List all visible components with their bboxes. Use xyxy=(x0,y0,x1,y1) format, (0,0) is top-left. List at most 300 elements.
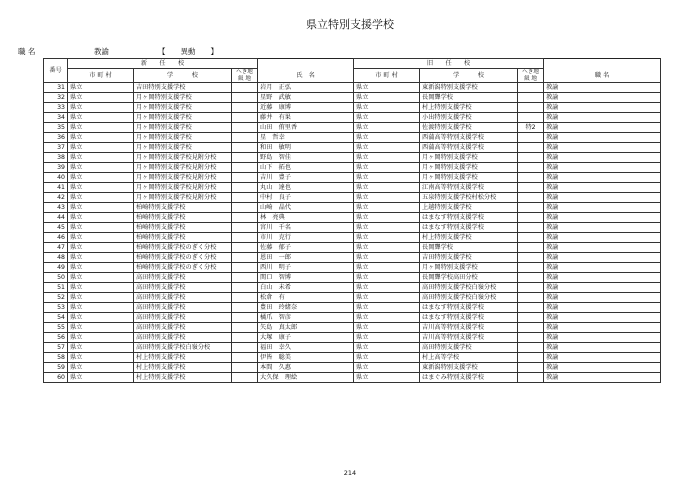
teacher-name-cell: 和田 敏明 xyxy=(258,143,354,153)
old-municipality-cell: 県立 xyxy=(354,103,420,113)
new-school-cell: 柏崎特別支援学校のぎく分校 xyxy=(134,263,232,273)
new-municipality-cell: 県立 xyxy=(68,263,134,273)
new-municipality-cell: 県立 xyxy=(68,123,134,133)
old-remote-grade-cell xyxy=(518,273,544,283)
row-number-cell: 47 xyxy=(44,243,68,253)
table-row xyxy=(44,113,661,123)
old-remote-grade-cell xyxy=(518,243,544,253)
table-row xyxy=(44,273,661,283)
new-municipality-cell: 県立 xyxy=(68,353,134,363)
new-municipality-cell: 県立 xyxy=(68,363,134,373)
position-cell: 教諭 xyxy=(544,173,661,183)
teacher-name-cell: 恩田 一郎 xyxy=(258,253,354,263)
position-cell: 教諭 xyxy=(544,303,661,313)
new-school-cell: 柏崎特別支援学校 xyxy=(134,233,232,243)
table-row xyxy=(44,263,661,273)
row-number-cell: 44 xyxy=(44,213,68,223)
teacher-name-cell: 福田 幸久 xyxy=(258,343,354,353)
teacher-name-cell: 矢島 真太郎 xyxy=(258,323,354,333)
position-cell: 教諭 xyxy=(544,123,661,133)
position-cell: 教諭 xyxy=(544,293,661,303)
old-remote-grade-cell xyxy=(518,353,544,363)
new-remote-grade-cell xyxy=(232,243,258,253)
old-municipality-cell: 県立 xyxy=(354,183,420,193)
old-municipality-cell: 県立 xyxy=(354,283,420,293)
new-school-cell: 月ヶ岡特別支援学校 xyxy=(134,93,232,103)
new-school-cell: 高田特別支援学校白嶺分校 xyxy=(134,343,232,353)
old-municipality-cell: 県立 xyxy=(354,253,420,263)
row-number-cell: 58 xyxy=(44,353,68,363)
header-position-spacer xyxy=(544,59,661,69)
new-remote-grade-cell xyxy=(232,123,258,133)
position-cell: 教諭 xyxy=(544,323,661,333)
new-municipality-cell: 県立 xyxy=(68,283,134,293)
old-school-cell: 長岡聾学校高田分校 xyxy=(420,273,518,283)
table-row xyxy=(44,223,661,233)
position-cell: 教諭 xyxy=(544,143,661,153)
header-name-spacer xyxy=(258,59,354,69)
new-remote-grade-cell xyxy=(232,93,258,103)
new-school-cell: 月ヶ岡特別支援学校見附分校 xyxy=(134,153,232,163)
old-remote-grade-cell: 特2 xyxy=(518,123,544,133)
new-remote-grade-cell xyxy=(232,183,258,193)
old-municipality-cell: 県立 xyxy=(354,233,420,243)
new-school-cell: 月ヶ岡特別支援学校 xyxy=(134,123,232,133)
old-municipality-cell: 県立 xyxy=(354,293,420,303)
old-school-cell: 村上特別支援学校 xyxy=(420,233,518,243)
table-row xyxy=(44,233,661,243)
new-municipality-cell: 県立 xyxy=(68,193,134,203)
teacher-name-cell: 豊田 玲緒奈 xyxy=(258,303,354,313)
old-municipality-cell: 県立 xyxy=(354,373,420,383)
row-number-cell: 52 xyxy=(44,293,68,303)
old-municipality-cell: 県立 xyxy=(354,193,420,203)
old-school-cell: 佐渡特別支援学校 xyxy=(420,123,518,133)
row-number-cell: 48 xyxy=(44,253,68,263)
position-cell: 教諭 xyxy=(544,133,661,143)
row-number-cell: 50 xyxy=(44,273,68,283)
teacher-name-cell: 中村 良子 xyxy=(258,193,354,203)
table-row xyxy=(44,103,661,113)
teacher-name-cell: 白山 未希 xyxy=(258,283,354,293)
teacher-name-cell: 山崎 晶代 xyxy=(258,203,354,213)
old-municipality-cell: 県立 xyxy=(354,93,420,103)
old-municipality-cell: 県立 xyxy=(354,273,420,283)
new-school-cell: 月ヶ岡特別支援学校 xyxy=(134,143,232,153)
row-number-cell: 59 xyxy=(44,363,68,373)
old-remote-grade-cell xyxy=(518,293,544,303)
new-municipality-cell: 県立 xyxy=(68,343,134,353)
new-municipality-cell: 県立 xyxy=(68,333,134,343)
table-row xyxy=(44,123,661,133)
position-cell: 教諭 xyxy=(544,253,661,263)
table-row xyxy=(44,143,661,153)
old-remote-grade-cell xyxy=(518,93,544,103)
new-remote-grade-cell xyxy=(232,253,258,263)
table-row xyxy=(44,373,661,383)
table-row xyxy=(44,353,661,363)
table-row xyxy=(44,333,661,343)
new-municipality-cell: 県立 xyxy=(68,373,134,383)
old-remote-grade-cell xyxy=(518,183,544,193)
old-remote-grade-cell xyxy=(518,263,544,273)
table-row xyxy=(44,283,661,293)
old-remote-grade-cell xyxy=(518,233,544,243)
new-school-cell: 高田特別支援学校 xyxy=(134,313,232,323)
new-remote-grade-cell xyxy=(232,103,258,113)
new-remote-grade-cell xyxy=(232,143,258,153)
position-cell: 教諭 xyxy=(544,333,661,343)
position-cell: 教諭 xyxy=(544,203,661,213)
old-remote-grade-cell xyxy=(518,113,544,123)
new-remote-grade-cell xyxy=(232,223,258,233)
row-number-cell: 41 xyxy=(44,183,68,193)
new-municipality-cell: 県立 xyxy=(68,183,134,193)
new-remote-grade-cell xyxy=(232,353,258,363)
old-school-cell: 東新潟特別支援学校 xyxy=(420,83,518,93)
new-municipality-cell: 県立 xyxy=(68,253,134,263)
old-school-cell: 長岡聾学校 xyxy=(420,93,518,103)
position-cell: 教諭 xyxy=(544,353,661,363)
teacher-name-cell: 関口 智博 xyxy=(258,273,354,283)
old-school-cell: 高田特別支援学校白嶺分校 xyxy=(420,283,518,293)
old-remote-grade-cell xyxy=(518,323,544,333)
page-number: 214 xyxy=(343,469,357,477)
row-number-cell: 34 xyxy=(44,113,68,123)
position-cell: 教諭 xyxy=(544,183,661,193)
row-number-cell: 40 xyxy=(44,173,68,183)
new-school-cell: 高田特別支援学校 xyxy=(134,303,232,313)
new-school-cell: 月ヶ岡特別支援学校 xyxy=(134,133,232,143)
old-municipality-cell: 県立 xyxy=(354,163,420,173)
old-school-cell: 月ヶ岡特別支援学校 xyxy=(420,153,518,163)
new-municipality-cell: 県立 xyxy=(68,303,134,313)
teacher-name-cell: 大久保 理絵 xyxy=(258,373,354,383)
teacher-name-cell: 山田 侑里香 xyxy=(258,123,354,133)
old-remote-grade-cell xyxy=(518,343,544,353)
position-cell: 教諭 xyxy=(544,313,661,323)
new-remote-grade-cell xyxy=(232,273,258,283)
old-remote-grade-cell xyxy=(518,333,544,343)
new-remote-grade-cell xyxy=(232,363,258,373)
position-cell: 教諭 xyxy=(544,233,661,243)
teacher-name-cell: 星野 武敏 xyxy=(258,93,354,103)
old-school-cell: 村上高等学校 xyxy=(420,353,518,363)
row-number-cell: 53 xyxy=(44,303,68,313)
new-school-cell: 月ヶ岡特別支援学校見附分校 xyxy=(134,183,232,193)
new-school-cell: 月ヶ岡特別支援学校見附分校 xyxy=(134,173,232,183)
old-municipality-cell: 県立 xyxy=(354,143,420,153)
teacher-name-cell: 近藤 康博 xyxy=(258,103,354,113)
header-old-remote: へき地級 地 xyxy=(518,69,544,83)
new-municipality-cell: 県立 xyxy=(68,313,134,323)
position-cell: 教諭 xyxy=(544,263,661,273)
old-school-cell: 小出特別支援学校 xyxy=(420,113,518,123)
old-remote-grade-cell xyxy=(518,143,544,153)
header-old-school-group: 旧 任 校 xyxy=(354,59,544,69)
table-row xyxy=(44,133,661,143)
row-number-cell: 36 xyxy=(44,133,68,143)
table-row xyxy=(44,303,661,313)
new-school-cell: 村上特別支援学校 xyxy=(134,373,232,383)
row-number-cell: 35 xyxy=(44,123,68,133)
old-municipality-cell: 県立 xyxy=(354,83,420,93)
old-school-cell: 西蒲高等特別支援学校 xyxy=(420,133,518,143)
old-school-cell: 月ヶ岡特別支援学校 xyxy=(420,173,518,183)
old-remote-grade-cell xyxy=(518,173,544,183)
table-row xyxy=(44,153,661,163)
position-cell: 教諭 xyxy=(544,363,661,373)
old-remote-grade-cell xyxy=(518,193,544,203)
old-municipality-cell: 県立 xyxy=(354,223,420,233)
table-row xyxy=(44,193,661,203)
position-cell: 教諭 xyxy=(544,343,661,353)
old-remote-grade-cell xyxy=(518,163,544,173)
position-cell: 教諭 xyxy=(544,153,661,163)
new-school-cell: 月ヶ岡特別支援学校 xyxy=(134,113,232,123)
position-cell: 教諭 xyxy=(544,113,661,123)
old-school-cell: 吉川高等特別支援学校 xyxy=(420,323,518,333)
old-municipality-cell: 県立 xyxy=(354,343,420,353)
new-remote-grade-cell xyxy=(232,83,258,93)
new-school-cell: 柏崎特別支援学校 xyxy=(134,223,232,233)
new-school-cell: 村上特別支援学校 xyxy=(134,363,232,373)
position-cell: 教諭 xyxy=(544,373,661,383)
new-remote-grade-cell xyxy=(232,233,258,243)
new-municipality-cell: 県立 xyxy=(68,213,134,223)
new-municipality-cell: 県立 xyxy=(68,133,134,143)
old-school-cell: 高田特別支援学校白嶺分校 xyxy=(420,293,518,303)
new-remote-grade-cell xyxy=(232,113,258,123)
table-row xyxy=(44,293,661,303)
row-number-cell: 60 xyxy=(44,373,68,383)
teacher-name-cell: 西川 明子 xyxy=(258,263,354,273)
new-municipality-cell: 県立 xyxy=(68,153,134,163)
new-municipality-cell: 県立 xyxy=(68,323,134,333)
old-remote-grade-cell xyxy=(518,303,544,313)
old-school-cell: 江南高等特別支援学校 xyxy=(420,183,518,193)
new-municipality-cell: 県立 xyxy=(68,93,134,103)
old-school-cell: 月ヶ岡特別支援学校 xyxy=(420,163,518,173)
old-school-cell: 五泉特別支援学校村松分校 xyxy=(420,193,518,203)
new-remote-grade-cell xyxy=(232,343,258,353)
header-position: 職 名 xyxy=(544,69,661,83)
page-title: 県立特別支援学校 xyxy=(306,18,394,31)
table-row xyxy=(44,343,661,353)
old-municipality-cell: 県立 xyxy=(354,323,420,333)
old-remote-grade-cell xyxy=(518,153,544,163)
old-school-cell: 上越特別支援学校 xyxy=(420,203,518,213)
row-number-cell: 51 xyxy=(44,283,68,293)
row-number-cell: 33 xyxy=(44,103,68,113)
teacher-name-cell: 市川 克行 xyxy=(258,233,354,243)
table-row xyxy=(44,163,661,173)
new-municipality-cell: 県立 xyxy=(68,173,134,183)
old-school-cell: 西蒲高等特別支援学校 xyxy=(420,143,518,153)
old-school-cell: 月ヶ岡特別支援学校 xyxy=(420,263,518,273)
position-cell: 教諭 xyxy=(544,83,661,93)
old-municipality-cell: 県立 xyxy=(354,263,420,273)
new-remote-grade-cell xyxy=(232,213,258,223)
teacher-name-cell: 大塚 康子 xyxy=(258,333,354,343)
table-row xyxy=(44,203,661,213)
new-municipality-cell: 県立 xyxy=(68,233,134,243)
new-remote-grade-cell xyxy=(232,373,258,383)
shokumei-label: 職 名 xyxy=(18,47,36,56)
old-municipality-cell: 県立 xyxy=(354,173,420,183)
teacher-name-cell: 佐藤 郁子 xyxy=(258,243,354,253)
teacher-name-cell: 松倉 有 xyxy=(258,293,354,303)
new-school-cell: 高田特別支援学校 xyxy=(134,333,232,343)
old-municipality-cell: 県立 xyxy=(354,353,420,363)
new-remote-grade-cell xyxy=(232,163,258,173)
teacher-name-cell: 本間 久惠 xyxy=(258,363,354,373)
new-school-cell: 柏崎特別支援学校のぎく分校 xyxy=(134,243,232,253)
new-school-cell: 月ヶ岡特別支援学校見附分校 xyxy=(134,193,232,203)
old-remote-grade-cell xyxy=(518,313,544,323)
old-school-cell: 村上特別支援学校 xyxy=(420,103,518,113)
old-school-cell: 吉田特別支援学校 xyxy=(420,253,518,263)
teacher-name-cell: 林 亮典 xyxy=(258,213,354,223)
old-remote-grade-cell xyxy=(518,373,544,383)
new-remote-grade-cell xyxy=(232,263,258,273)
table-row xyxy=(44,93,661,103)
personnel-table xyxy=(43,58,661,383)
row-number-cell: 32 xyxy=(44,93,68,103)
new-remote-grade-cell xyxy=(232,153,258,163)
new-municipality-cell: 県立 xyxy=(68,203,134,213)
old-municipality-cell: 県立 xyxy=(354,153,420,163)
header-name: 氏 名 xyxy=(258,69,354,83)
new-remote-grade-cell xyxy=(232,293,258,303)
position-cell: 教諭 xyxy=(544,93,661,103)
new-municipality-cell: 県立 xyxy=(68,243,134,253)
row-number-cell: 56 xyxy=(44,333,68,343)
new-municipality-cell: 県立 xyxy=(68,113,134,123)
new-remote-grade-cell xyxy=(232,333,258,343)
row-number-cell: 57 xyxy=(44,343,68,353)
row-number-cell: 55 xyxy=(44,323,68,333)
position-cell: 教諭 xyxy=(544,163,661,173)
header-old-school: 学 校 xyxy=(420,69,518,83)
teacher-name-cell: 藤井 有果 xyxy=(258,113,354,123)
row-number-cell: 42 xyxy=(44,193,68,203)
kubun-label: 【 異動 】 xyxy=(158,47,218,56)
row-number-cell: 38 xyxy=(44,153,68,163)
old-municipality-cell: 県立 xyxy=(354,333,420,343)
new-school-cell: 吉田特別支援学校 xyxy=(134,83,232,93)
old-municipality-cell: 県立 xyxy=(354,113,420,123)
row-number-cell: 37 xyxy=(44,143,68,153)
old-remote-grade-cell xyxy=(518,223,544,233)
old-school-cell: はまなす特別支援学校 xyxy=(420,223,518,233)
new-municipality-cell: 県立 xyxy=(68,143,134,153)
table-row xyxy=(44,213,661,223)
new-school-cell: 村上特別支援学校 xyxy=(134,353,232,363)
old-municipality-cell: 県立 xyxy=(354,363,420,373)
position-cell: 教諭 xyxy=(544,103,661,113)
old-municipality-cell: 県立 xyxy=(354,243,420,253)
old-municipality-cell: 県立 xyxy=(354,313,420,323)
new-school-cell: 柏崎特別支援学校 xyxy=(134,213,232,223)
new-school-cell: 高田特別支援学校 xyxy=(134,323,232,333)
row-number-cell: 31 xyxy=(44,83,68,93)
teacher-name-cell: 山下 拓也 xyxy=(258,163,354,173)
old-school-cell: 長岡聾学校 xyxy=(420,243,518,253)
table-row xyxy=(44,83,661,93)
new-remote-grade-cell xyxy=(232,203,258,213)
new-remote-grade-cell xyxy=(232,193,258,203)
table-row xyxy=(44,363,661,373)
teacher-name-cell: 宮川 千名 xyxy=(258,223,354,233)
table-row xyxy=(44,173,661,183)
teacher-name-cell: 野島 智佳 xyxy=(258,153,354,163)
new-school-cell: 高田特別支援学校 xyxy=(134,283,232,293)
old-remote-grade-cell xyxy=(518,103,544,113)
new-remote-grade-cell xyxy=(232,173,258,183)
new-municipality-cell: 県立 xyxy=(68,103,134,113)
position-cell: 教諭 xyxy=(544,213,661,223)
old-remote-grade-cell xyxy=(518,363,544,373)
shokumei-value: 教諭 xyxy=(94,47,109,56)
header-new-remote: へき地級 地 xyxy=(232,69,258,83)
row-number-cell: 49 xyxy=(44,263,68,273)
teacher-name-cell: 星 哲幸 xyxy=(258,133,354,143)
old-remote-grade-cell xyxy=(518,133,544,143)
new-remote-grade-cell xyxy=(232,323,258,333)
header-new-school-group: 新 任 校 xyxy=(68,59,258,69)
new-remote-grade-cell xyxy=(232,303,258,313)
row-number-cell: 39 xyxy=(44,163,68,173)
table-row xyxy=(44,313,661,323)
new-remote-grade-cell xyxy=(232,283,258,293)
header-new-municipality: 市 町 村 xyxy=(68,69,134,83)
new-school-cell: 高田特別支援学校 xyxy=(134,273,232,283)
position-cell: 教諭 xyxy=(544,223,661,233)
old-school-cell: 東新潟特別支援学校 xyxy=(420,363,518,373)
header-new-school: 学 校 xyxy=(134,69,232,83)
teacher-name-cell: 岩月 正弘 xyxy=(258,83,354,93)
row-number-cell: 45 xyxy=(44,223,68,233)
new-municipality-cell: 県立 xyxy=(68,293,134,303)
old-municipality-cell: 県立 xyxy=(354,133,420,143)
row-number-cell: 54 xyxy=(44,313,68,323)
table-row xyxy=(44,253,661,263)
old-remote-grade-cell xyxy=(518,203,544,213)
new-school-cell: 柏崎特別支援学校 xyxy=(134,203,232,213)
new-school-cell: 柏崎特別支援学校のぎく分校 xyxy=(134,253,232,263)
old-school-cell: はまなす特別支援学校 xyxy=(420,303,518,313)
old-municipality-cell: 県立 xyxy=(354,203,420,213)
old-remote-grade-cell xyxy=(518,213,544,223)
old-school-cell: はまなす特別支援学校 xyxy=(420,213,518,223)
table-row xyxy=(44,243,661,253)
new-school-cell: 高田特別支援学校 xyxy=(134,293,232,303)
old-municipality-cell: 県立 xyxy=(354,303,420,313)
new-municipality-cell: 県立 xyxy=(68,163,134,173)
new-remote-grade-cell xyxy=(232,313,258,323)
teacher-name-cell: 丸山 達也 xyxy=(258,183,354,193)
teacher-name-cell: 吉川 豊子 xyxy=(258,173,354,183)
old-school-cell: 吉川高等特別支援学校 xyxy=(420,333,518,343)
header-number: 番号 xyxy=(44,59,68,83)
position-cell: 教諭 xyxy=(544,243,661,253)
old-remote-grade-cell xyxy=(518,253,544,263)
position-cell: 教諭 xyxy=(544,273,661,283)
teacher-name-cell: 橘爪 智彦 xyxy=(258,313,354,323)
row-number-cell: 43 xyxy=(44,203,68,213)
new-remote-grade-cell xyxy=(232,133,258,143)
